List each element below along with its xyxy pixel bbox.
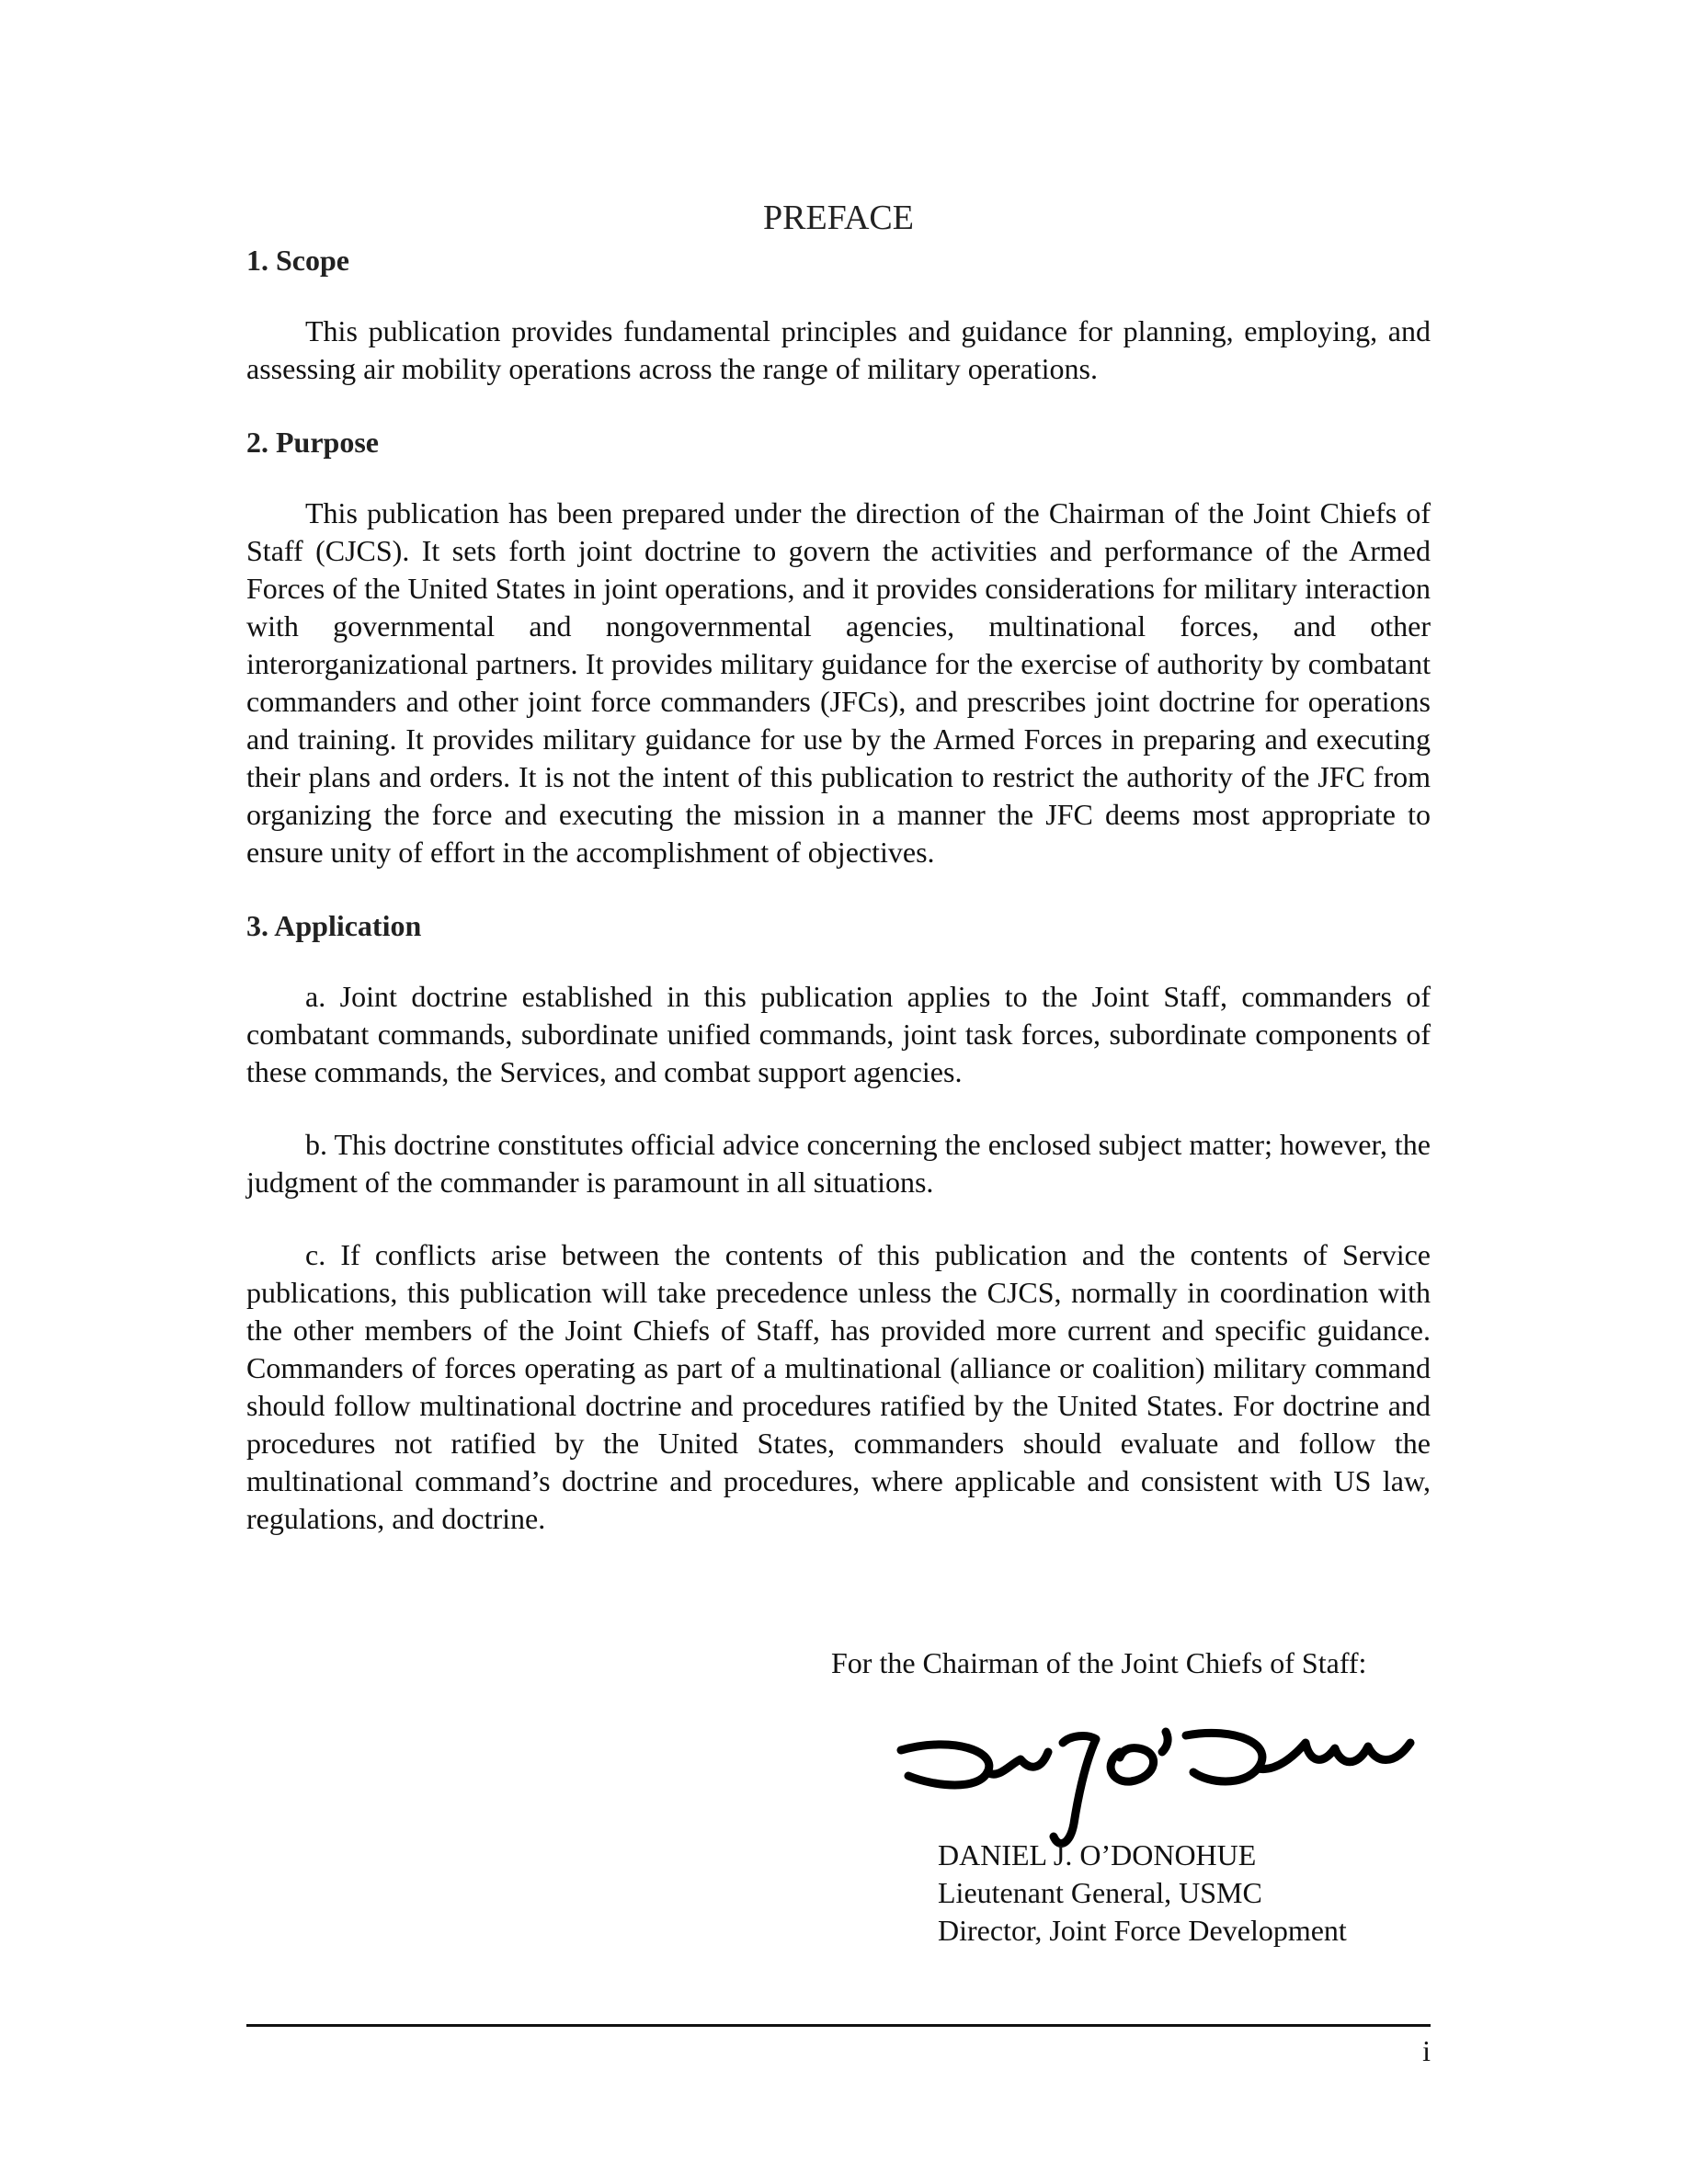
page-title: PREFACE [762,199,914,237]
application-paragraph-a: a. Joint doctrine established in this publication applies to the Joint Staff, commanders of combatant commands, subordinate unified commands, joint task forces, subordinate components of these commands, the Services, and combat support agencies. [246,980,1431,1088]
section-heading-scope: 1. Scope [246,244,349,277]
document-body [246,195,1431,1538]
section-heading-purpose: 2. Purpose [246,426,379,459]
signer-name: DANIEL J. O’DONOHUE [938,1838,1257,1871]
purpose-paragraph: This publication has been prepared under the direction of the Chairman of the Joint Chiefs of Staff (CJCS). It sets forth joint doctrine to govern the activities and performance of the Armed Forces of the United States in joint operations, and it provides considerations for military interaction with governmental and nongovernmental agencies, multinational forces, and other interorganizational partners. It provides military guidance for the exercise of authority by combatant commanders and other joint force commanders (JFCs), and prescribes joint doctrine for operations and training. It provides military guidance for use by the Armed Forces in preparing and executing their plans and orders. It is not the intent of this publication to restrict the authority of the JFC from organizing the force and executing the mission in a manner the JFC deems most appropriate to ensure unity of effort in the accomplishment of objectives. [246,496,1431,869]
page-number: i [1422,2034,1431,2067]
signer-rank: Lieutenant General, USMC [938,1876,1262,1909]
signer-title: Director, Joint Force Development [938,1914,1347,1947]
signer-block [938,1837,1347,1950]
application-paragraph-c: c. If conflicts arise between the contents of this publication and the contents of Service publications, this publication will take precedence unless the CJCS, normally in coordination with the other members of the Joint Chiefs of Staff, has provided more current and specific guidance. Commanders of forces operating as part of a multinational (alliance or coalition) military command should follow multinational doctrine and procedures ratified by the United States. For doctrine and procedures not ratified by the United States, commanders should evaluate and follow the multinational command’s doctrine and procedures, where applicable and consistent with US law, regulations, and doctrine. [246,1238,1431,1535]
scope-paragraph: This publication provides fundamental principles and guidance for planning, employing, and assessing air mobility operations across the range of military operations. [246,314,1431,385]
section-heading-application: 3. Application [246,909,422,942]
closing-for-line: For the Chairman of the Joint Chiefs of Staff: [831,1646,1367,1679]
application-paragraph-b: b. This doctrine constitutes official advice concerning the enclosed subject matter; however, the judgment of the commander is paramount in all situations. [246,1128,1431,1199]
footer-rule [246,2024,1431,2027]
